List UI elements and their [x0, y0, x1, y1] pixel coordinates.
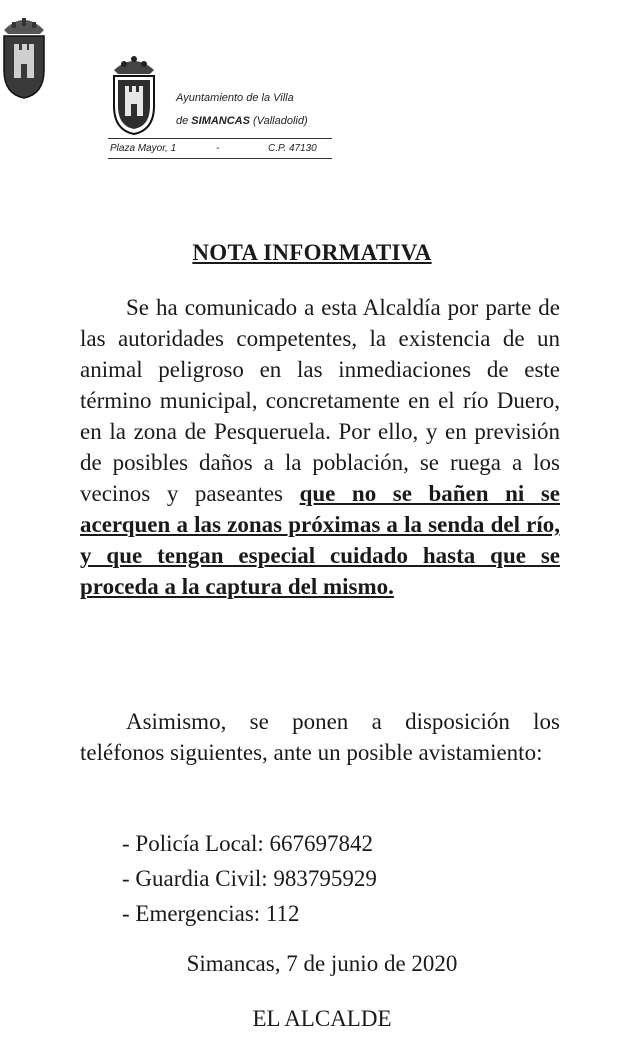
contact-intro-paragraph: Asimismo, se ponen a disposición los teléfonos siguientes, ante un posible avistamiento: — [80, 709, 560, 765]
street-address: Plaza Mayor, 1 — [110, 143, 177, 154]
warning-emphasis: que no se bañen ni se acerquen a las zonas próximas a la senda del río, y que tengan especial cuidado hasta que se proceda a la captura del mismo. — [80, 481, 561, 599]
postal-code: C.P. 47130 — [268, 143, 317, 154]
address-separator: - — [216, 143, 220, 154]
document-title: NOTA INFORMATIVA — [192, 240, 432, 265]
phone-list — [122, 826, 377, 931]
document-date: Simancas, 7 de junio de 2020 — [186, 951, 458, 976]
letterhead-divider — [108, 158, 332, 159]
letterhead-divider — [108, 138, 332, 139]
phone-guardia-civil: - Guardia Civil: 983795929 — [122, 866, 377, 891]
coat-of-arms-icon — [0, 8, 48, 100]
town-name: SIMANCAS — [191, 115, 250, 127]
coat-of-arms-icon — [108, 52, 160, 136]
municipality-name: Ayuntamiento de la Villa — [176, 92, 294, 104]
notice-paragraph: Se ha comunicado a esta Alcaldía por parte de las autoridades competentes, la existencia de un animal peligroso en las inmediaciones de este término municipal, concretamente en el río Duero, en la zona de Pesqueruela. Por ello, y en previsión de posibles daños a la población, se ruega a los vecinos y paseantes que no se bañen ni se acerquen a las zonas próximas a la senda del río, y que tengan especial cuidado hasta que se proceda a la captura del mismo. — [80, 295, 561, 599]
phone-emergencies: - Emergencias: 112 — [122, 901, 300, 926]
municipality-location: de SIMANCAS (Valladolid) — [176, 115, 308, 127]
signature: EL ALCALDE — [252, 1006, 392, 1031]
phone-police: - Policía Local: 667697842 — [122, 831, 374, 856]
